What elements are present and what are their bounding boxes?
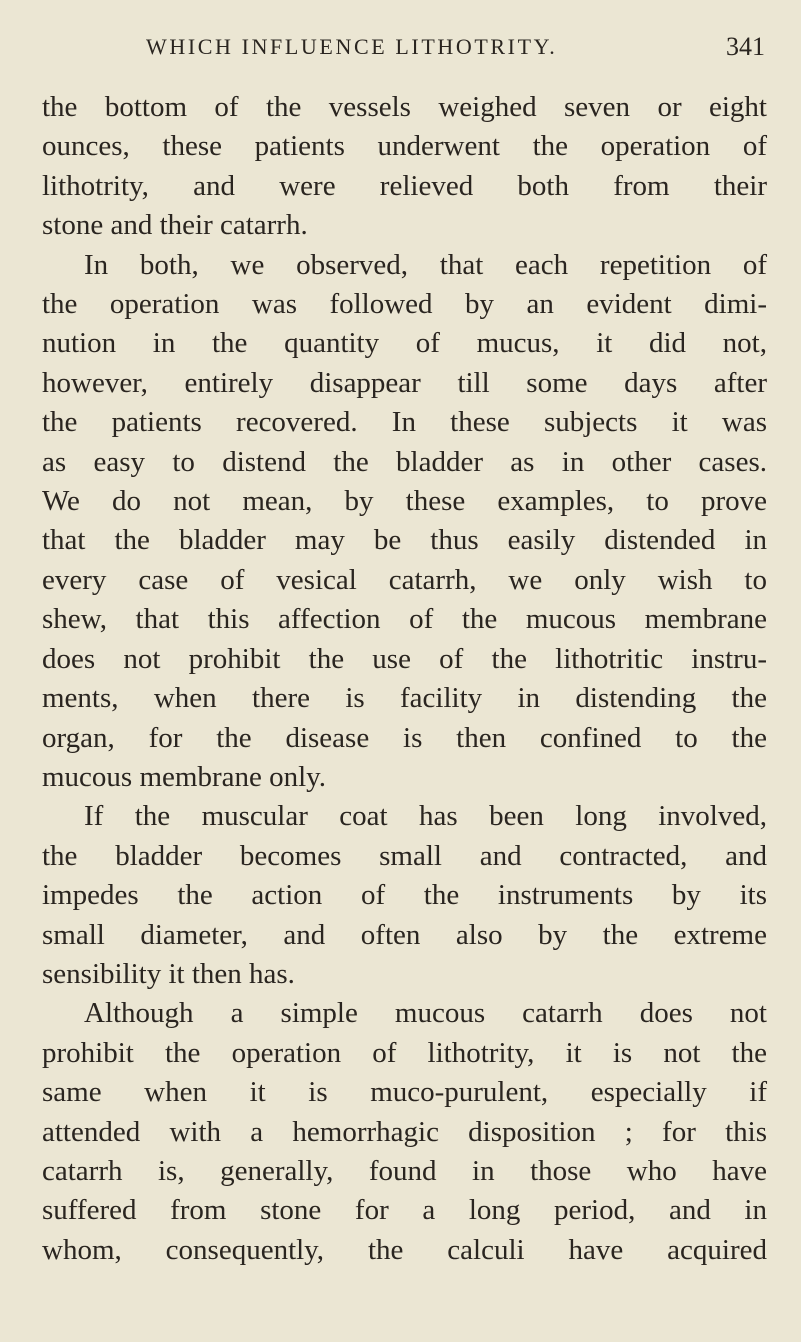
running-title: WHICH INFLUENCE LITHOTRITY. [146, 34, 558, 59]
text-line: prohibit the operation of lithotrity, it is not the [42, 1036, 767, 1069]
text-line: ounces, these patients underwent the operation of [42, 130, 767, 163]
text-line: organ, for the disease is then confined to the [42, 721, 767, 754]
text-line: If the muscular coat has been long involved, [84, 800, 767, 833]
text-line: however, entirely disappear till some days after [42, 366, 767, 399]
text-line: stone and their catarrh. [42, 209, 308, 242]
text-line: that the bladder may be thus easily distended in [42, 524, 767, 557]
text-line: nution in the quantity of mucus, it did not, [42, 327, 767, 360]
text-line: catarrh is, generally, found in those who have [42, 1154, 767, 1187]
text-line: the operation was followed by an evident dimi- [42, 288, 767, 321]
text-line: whom, consequently, the calculi have acquired [42, 1233, 767, 1266]
text-line: In both, we observed, that each repetition of [84, 248, 767, 281]
text-line: Although a simple mucous catarrh does not [84, 997, 767, 1030]
text-line: does not prohibit the use of the lithotritic instru- [42, 642, 767, 675]
text-line: shew, that this affection of the mucous membrane [42, 603, 767, 636]
text-line: impedes the action of the instruments by its [42, 879, 767, 912]
text-line: as easy to distend the bladder as in other cases. [42, 445, 767, 478]
text-line: every case of vesical catarrh, we only wish to [42, 563, 767, 596]
text-line: We do not mean, by these examples, to prove [42, 485, 767, 518]
text-line: the bladder becomes small and contracted, and [42, 839, 767, 872]
running-header [42, 30, 767, 70]
paragraph [42, 88, 767, 246]
text-line: ments, when there is facility in distending the [42, 682, 767, 715]
text-line: lithotrity, and were relieved both from their [42, 169, 767, 202]
page-number: 341 [726, 32, 765, 61]
paragraph [42, 994, 767, 1270]
text-line: sensibility it then has. [42, 957, 295, 990]
text-line: suffered from stone for a long period, and in [42, 1194, 767, 1227]
text-line: same when it is muco-purulent, especially if [42, 1076, 767, 1109]
body-text [42, 88, 767, 1270]
text-line: the patients recovered. In these subjects it was [42, 406, 767, 439]
text-line: attended with a hemorrhagic disposition ; for this [42, 1115, 767, 1148]
text-line: the bottom of the vessels weighed seven or eight [42, 91, 767, 123]
text-line: mucous membrane only. [42, 760, 327, 793]
paragraph [42, 246, 767, 798]
text-line: small diameter, and often also by the extreme [42, 918, 767, 951]
paragraph [42, 797, 767, 994]
